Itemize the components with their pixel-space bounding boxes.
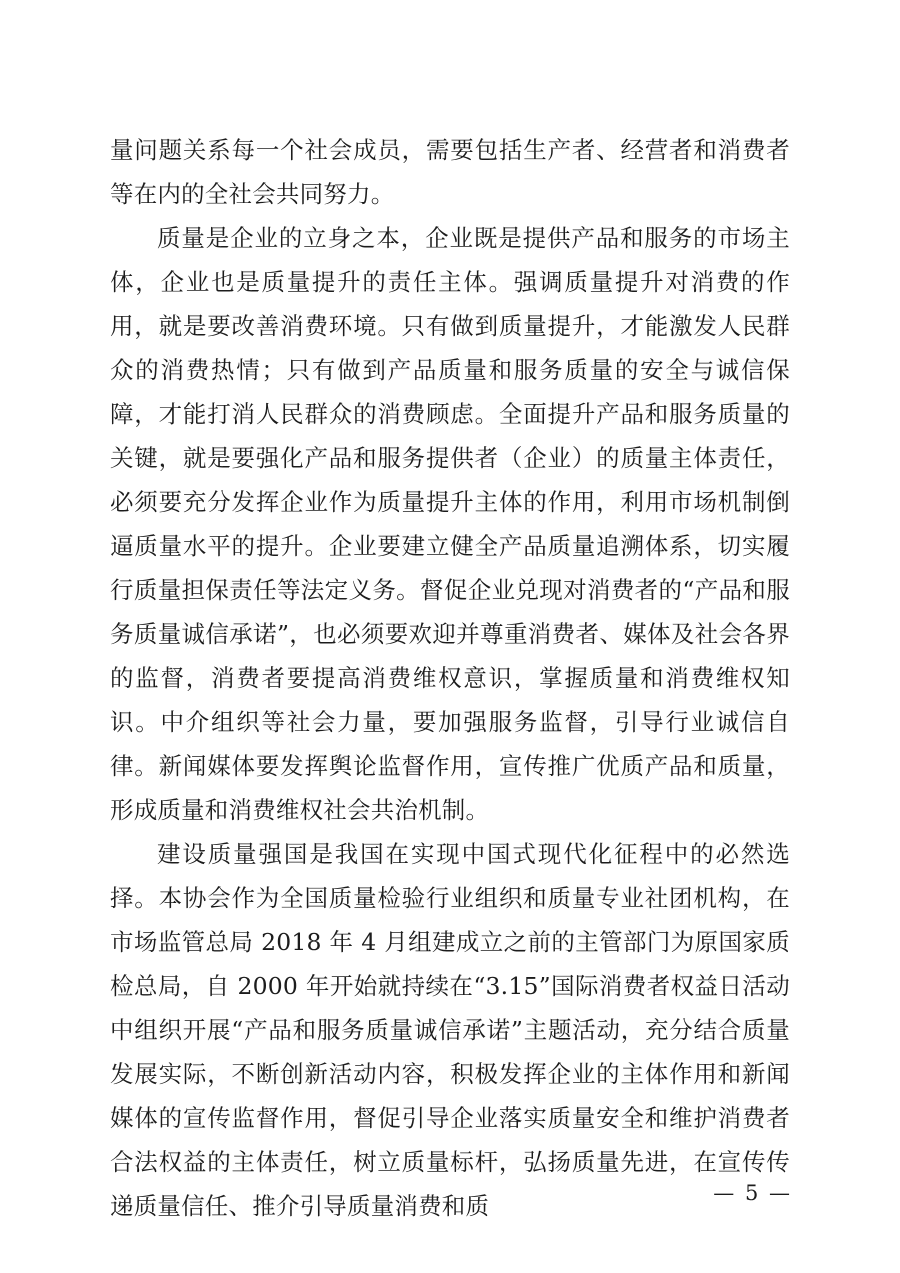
document-body [110, 128, 790, 1228]
paragraph-1: 量问题关系每一个社会成员，需要包括生产者、经营者和消费者等在内的全社会共同努力。 [110, 136, 790, 208]
paragraph-2: 质量是企业的立身之本，企业既是提供产品和服务的市场主体，企业也是质量提升的责任主体。强调质量提升对消费的作用，就是要改善消费环境。只有做到质量提升，才能激发人民群众的消费热情；只有做到产品质量和服务质量的安全与诚信保障，才能打消人民群众的消费顾虑。全面提升产品和服务质量的关键，就是要强化产品和服务提供者（企业）的质量主体责任，必须要充分发挥企业作为质量提升主体的作用，利用市场机制倒逼质量水平的提升。企业要建立健全产品质量追溯体系，切实履行质量担保责任等法定义务。督促企业兑现对消费者的“产品和服务质量诚信承诺”，也必须要欢迎并尊重消费者、媒体及社会各界的监督，消费者要提高消费维权意识，掌握质量和消费维权知识。中介组织等社会力量，要加强服务监督，引导行业诚信自律。新闻媒体要发挥舆论监督作用，宣传推广优质产品和质量，形成质量和消费维权社会共治机制。 [110, 224, 790, 824]
page-number: — 5 — [713, 1181, 792, 1205]
paragraph-3: 建设质量强国是我国在实现中国式现代化征程中的必然选择。本协会作为全国质量检验行业组织和质量专业社团机构，在市场监管总局 2018 年 4 月组建成立之前的主管部门为原国家质检总局，自 2000 年开始就持续在“3.15”国际消费者权益日活动中组织开展“产品和服务质量诚信承诺”主题活动，充分结合质量发展实际，不断创新活动内容，积极发挥企业的主体作用和新闻媒体的宣传监督作用，督促引导企业落实质量安全和维护消费者合法权益的主体责任，树立质量标杆，弘扬质量先进，在宣传传递质量信任、推介引导质量消费和质 [110, 840, 790, 1220]
